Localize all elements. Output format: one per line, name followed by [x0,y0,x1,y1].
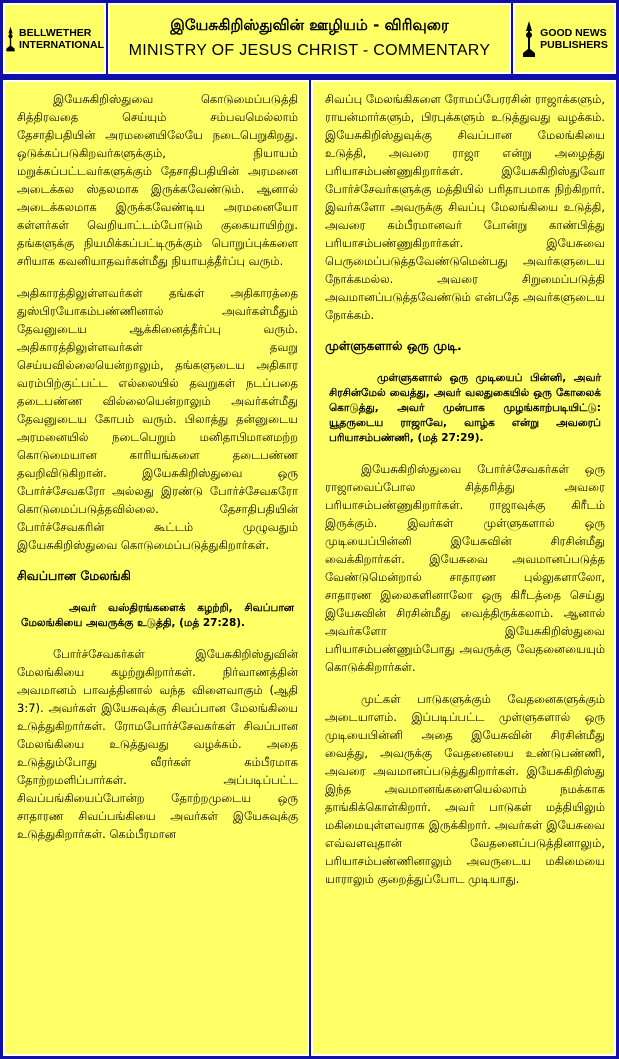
good-news-logo [513,3,616,74]
left-logo-line1: BELLWETHER [19,26,92,39]
bellwether-logo [3,3,106,74]
left-paragraph-3: போர்ச்சேவகர்கள் இயேசுகிறிஸ்துவின் மேலங்கியை கழற்றுகிறார்கள். நிர்வாணத்தின் அவமானம் பாவத்தினால் வந்த விளைவாகும் (ஆதி 3:7). அவர்கள் இயேசுவுக்கு சிவப்பான மேலங்கியை உடுத்துகிறார்கள். ரோமபோர்ச்சேவகர்கள் சிவப்பான மேலங்கியை உடுத்துவது வழக்கம். அதை உடுத்தும்போது வீரர்கள் கம்பீரமாக தோற்றமளிப்பார்கள். அப்படிப்பட்ட சிவப்பங்கியைப்போன்ற தோற்றமுடைய ஒரு சாதாரண சிவப்பங்கியை அவர்கள் இயேசுவுக்கு உடுத்துகிறார்கள். கெம்பீரமான [17,647,298,841]
title-tamil: இயேசுகிறிஸ்துவின் ஊழியம் - விரிவுரை [170,16,449,34]
right-column [311,80,616,1056]
section-heading-red-robe: சிவப்பான மேலங்கி [17,568,131,583]
section-heading-crown-of-thorns: முள்ளுகளால் ஒரு முடி. [325,338,462,353]
left-paragraph-1: இயேசுகிறிஸ்துவை கொடுமைப்படுத்தி சித்திரவதை செய்யும் சம்பவமெல்லாம் தேசாதிபதியின் அரமனையிலேயே நடைபெறுகிறது. ஒடுக்கப்படுகிறவர்களுக்கும், நியாயம் மறுக்கப்பட்டவர்களுக்கும் தேசாதிபதியின் அரமனை அடைக்கல ஸ்தலமாக இருக்கவேண்டும். ஆனால் அடைக்கலமாக இருக்கவேண்டிய அரமனையோ கள்ளர்கள் வெறியாட்டம்போடும் குகையாயிற்று. தங்களுக்கு நியமிக்கப்பட்டிருக்கும் பொறுப்புக்களை சரியாக கவனியாதவர்கள்மீது நியாயத்தீர்ப்பு வரும். [17,92,298,268]
page-header [0,0,619,75]
scripture-quote-matt-27-29: முள்ளுகளால் ஒரு முடியைப் பின்னி, அவர் சிரசின்மேல் வைத்து, அவர் வலதுகையில் ஒரு கோலைக் கொடுத்து, அவர் முன்பாக முழங்காற்படியிட்டு: யூதருடைய ராஜாவே, வாழ்க என்று அவரைப் பரியாசம்பண்ணி, (மத் 27:29). [329,372,601,444]
right-paragraph-1: சிவப்பு மேலங்கிகளை ரோமப்பேரரசின் ராஜாக்களும், ராயன்மார்களும், பிரபுக்களும் உடுத்துவது வழக்கம். இயேசுகிறிஸ்துவுக்கு சிவப்பான மேலங்கியை உடுத்தி, அவரை ராஜா என்று அழைத்து பரியாசம்பண்ணுகிறார்கள். இயேசுகிறிஸ்துவோ போர்ச்சேவர்களுக்கு மத்தியில் பரிதாபமாக நிற்கிறார். இவர்களோ அவருக்கு சிவப்பு மேலங்கியை உடுத்தி, அவரை கம்பீரமானவர் போன்று காண்பித்து பரியாசம்பண்ணுகிறார்கள். இயேசுவை பெருமைப்படுத்தவேண்டுமென்பது அவர்களுடைய நோக்கமல்ல. அவரை சிறுமைப்படுத்தி அவமானப்படுத்தவேண்டும் என்பதே அவர்களுடைய நோக்கம். [325,92,605,322]
lamp-icon [521,19,537,59]
left-column [3,80,309,1056]
title-english: MINISTRY OF JESUS CHRIST - COMMENTARY [128,42,491,59]
right-logo-line1: GOOD NEWS [540,26,607,39]
left-paragraph-2: அதிகாரத்திலுள்ளவர்கள் தங்கள் அதிகாரத்தை துஸ்பிரயோகம்பண்ணினால் அவர்கள்மீதும் தேவனுடைய ஆக்கினைத்தீர்ப்பு வரும். அதிகாரத்திலுள்ளவர்கள் தவறு செய்யவில்லையென்றாலும், தங்களுடைய அதிகார வரம்பிற்குட்பட்ட எல்லையில் தவறுகள் நடப்பதை தடைபண்ண வில்லையென்றாலும் அவர்கள்மீது தேவனுடைய கோபம் வரும். பிலாத்து தன்னுடைய அரமனையில் நடைபெறும் மனிதாபிமானமற்ற கொடுமையான காரியங்களை தடைபண்ண தவறிவிடுகிறான். இயேசுகிறிஸ்துவை ஒரு போர்ச்சேவகரோ அல்லது இரண்டு போர்ச்சேவகரோ கொடுமைப்படுத்தவில்லை. தேசாதிபதியின் போர்ச்சேவகரின் கூட்டம் முழுவதும் இயேசுகிறிஸ்துவை கொடுமைப்படுத்துகிறார்கள். [17,286,298,552]
right-paragraph-2: இயேசுகிறிஸ்துவை போர்ச்சேவகர்கள் ஒரு ராஜாவைப்போல சித்தரித்து அவரை பரியாசம்பண்ணுகிறார்கள். ராஜாவுக்கு கிரீடம் இருக்கும். இவர்கள் முள்ளுகளால் ஒரு முடியைப்பின்னி இயேசுவின் சிரசின்மீது வைக்கிறார்கள். இயேசுவை அவமானப்படுத்த வேண்டுமென்றால் சாதாரண புல்லுகளாலோ, சாதாரண இலைகளினாலோ ஒரு கிரீடத்தை செய்து இயேசுவின் சிரசின்மீது வைத்திருக்கலாம். ஆனால் அவர்களோ இயேசுகிறிஸ்துவை பரியாசம்பண்ணும்போது அவருக்கு வேதனையையும் கொடுக்கிறார்கள். [325,462,605,674]
lamp-icon [5,19,16,59]
title-banner [108,3,511,74]
scripture-quote-matt-27-28: அவர் வஸ்திரங்களைக் கழற்றி, சிவப்பான மேலங்கியை அவருக்கு உடுத்தி, (மத் 27:28). [21,602,294,629]
left-logo-line2: INTERNATIONAL [19,38,104,51]
right-paragraph-3: முட்கள் பாடுகளுக்கும் வேதனைகளுக்கும் அடையாளம். இப்படிப்பட்ட முள்ளுகளால் ஒரு முடியைபின்னி அதை இயேசுவின் சிரசின்மீது வைத்து, அவருக்கு வேதனையை உண்டுபண்ணி, அவரை அவமானப்படுத்துகிறார்கள். இயேசுகிறிஸ்து இந்த அவமானங்களையெல்லாம் நமக்காக தாங்கிக்கொள்கிறார். அவர் பாடுகள் மத்தியிலும் மகிமையுள்ளவராக இருக்கிறார். அவர்கள் இயேசுவை எவ்வளவுதான் வேதனைப்படுத்தினாலும், பரியாசம்பண்ணினாலும் அவருடைய மகிமையை யாராலும் குறைத்துப்போட முடியாது. [325,692,605,886]
right-logo-line2: PUBLISHERS [540,38,608,51]
